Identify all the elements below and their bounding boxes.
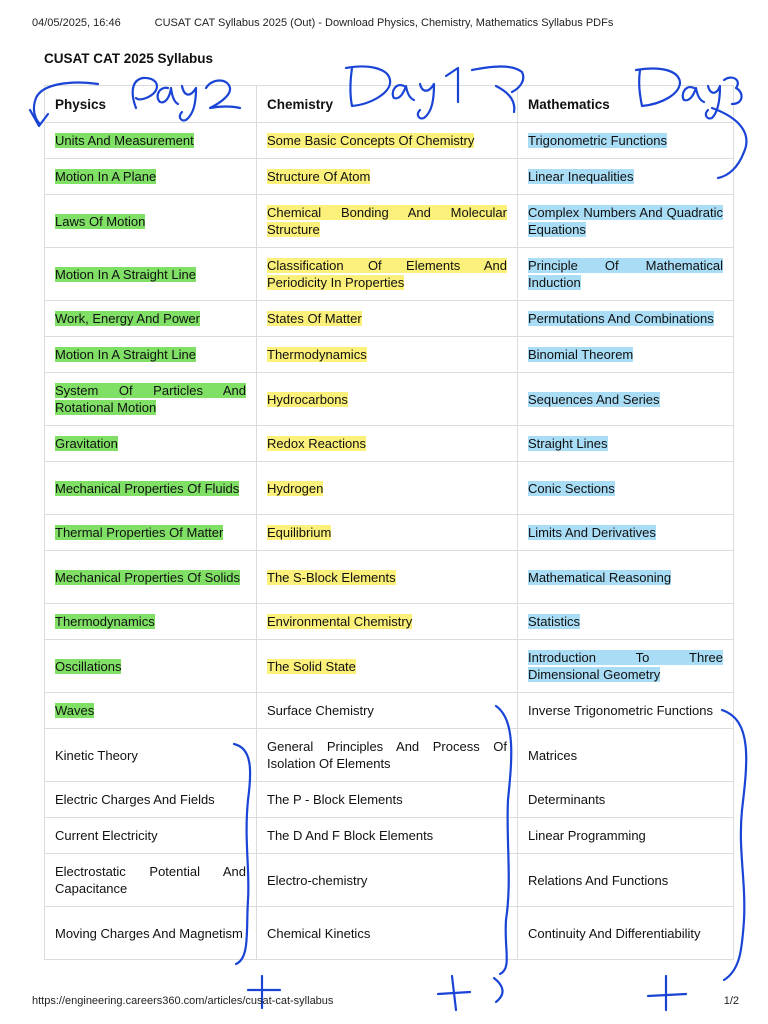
mathematics-topic-cell — [518, 693, 734, 729]
physics-topic-cell — [45, 782, 257, 818]
physics-topic: Motion In A Straight Line — [55, 347, 196, 362]
chemistry-topic: Structure Of Atom — [267, 169, 371, 184]
table-row — [45, 159, 734, 195]
physics-topic-cell — [45, 195, 257, 248]
chemistry-topic-cell — [257, 195, 518, 248]
table-row — [45, 907, 734, 960]
mathematics-topic-cell — [518, 640, 734, 693]
chemistry-topic-cell — [257, 373, 518, 426]
mathematics-topic: Sequences And Series — [528, 391, 660, 407]
table-row — [45, 337, 734, 373]
table-row — [45, 248, 734, 301]
chemistry-topic: States Of Matter — [267, 311, 362, 326]
physics-topic-cell — [45, 604, 257, 640]
physics-topic: Electrostatic Potential And Capacitance — [55, 864, 246, 896]
chemistry-topic-cell — [257, 301, 518, 337]
table-row — [45, 729, 734, 782]
mathematics-topic: Permutations And Combinations — [528, 311, 714, 326]
chemistry-topic-cell — [257, 551, 518, 604]
physics-topic: Thermodynamics — [55, 614, 155, 629]
physics-topic: Mechanical Properties Of Fluids — [55, 480, 240, 496]
mathematics-topic-cell — [518, 515, 734, 551]
syllabus-title: CUSAT CAT 2025 Syllabus — [44, 51, 214, 66]
chemistry-topic: Hydrocarbons — [267, 391, 348, 407]
physics-topic: System Of Particles And Rotational Motion — [55, 383, 246, 415]
physics-topic-cell — [45, 729, 257, 782]
mathematics-topic-cell — [518, 248, 734, 301]
chemistry-topic-cell — [257, 729, 518, 782]
chemistry-topic: Thermodynamics — [267, 347, 367, 362]
table-header-row — [45, 86, 734, 123]
chemistry-topic: The D And F Block Elements — [267, 828, 434, 843]
mathematics-topic-cell — [518, 462, 734, 515]
mathematics-topic: Introduction To Three Dimensional Geometry — [528, 650, 723, 682]
chemistry-topic: Surface Chemistry — [267, 703, 374, 718]
mathematics-topic: Relations And Functions — [528, 872, 669, 888]
chemistry-topic: The P - Block Elements — [267, 792, 403, 807]
chemistry-topic: Classification Of Elements And Periodicity In Properties — [267, 258, 507, 290]
chemistry-topic: Hydrogen — [267, 480, 324, 496]
mathematics-topic-cell — [518, 337, 734, 373]
mathematics-topic: Matrices — [528, 747, 578, 763]
chemistry-topic-cell — [257, 640, 518, 693]
mathematics-topic: Principle Of Mathematical Induction — [528, 258, 723, 290]
physics-topic-cell — [45, 515, 257, 551]
physics-topic-cell — [45, 426, 257, 462]
physics-topic: Electric Charges And Fields — [55, 792, 215, 807]
physics-topic-cell — [45, 248, 257, 301]
mathematics-topic: Straight Lines — [528, 436, 608, 451]
physics-topic-cell — [45, 693, 257, 729]
physics-topic: Mechanical Properties Of Solids — [55, 569, 240, 585]
mathematics-header: Mathematics — [518, 86, 734, 123]
mathematics-topic-cell — [518, 301, 734, 337]
print-page-title: CUSAT CAT Syllabus 2025 (Out) - Download Physics, Chemistry, Mathematics Syllabus PDFs — [154, 17, 614, 29]
chemistry-topic: Chemical Bonding And Molecular Structure — [267, 205, 507, 237]
mathematics-topic: Linear Inequalities — [528, 169, 634, 184]
chemistry-topic: Redox Reactions — [267, 436, 366, 451]
physics-topic-cell — [45, 159, 257, 195]
physics-topic: Waves — [55, 703, 95, 718]
physics-topic: Thermal Properties Of Matter — [55, 525, 224, 540]
physics-topic-cell — [45, 301, 257, 337]
mathematics-topic-cell — [518, 782, 734, 818]
mathematics-topic: Continuity And Differentiability — [528, 925, 701, 941]
mathematics-topic-cell — [518, 123, 734, 159]
mathematics-topic-cell — [518, 373, 734, 426]
table-row — [45, 123, 734, 159]
mathematics-topic: Linear Programming — [528, 828, 646, 843]
chemistry-topic: The S-Block Elements — [267, 569, 396, 585]
chemistry-topic: Environmental Chemistry — [267, 614, 413, 629]
mathematics-topic: Statistics — [528, 614, 581, 629]
print-url: https://engineering.careers360.com/articles/cusat-cat-syllabus — [32, 995, 334, 1007]
physics-topic: Work, Energy And Power — [55, 311, 200, 326]
chemistry-topic-cell — [257, 159, 518, 195]
chemistry-topic-cell — [257, 462, 518, 515]
chemistry-bracket-mark — [494, 978, 503, 1002]
mathematics-topic-cell — [518, 604, 734, 640]
mathematics-topic-cell — [518, 818, 734, 854]
chemistry-tick-mark — [438, 976, 470, 1010]
mathematics-topic-cell — [518, 907, 734, 960]
physics-topic-cell — [45, 854, 257, 907]
chemistry-header: Chemistry — [257, 86, 518, 123]
mathematics-topic-cell — [518, 854, 734, 907]
table-row — [45, 782, 734, 818]
table-row — [45, 551, 734, 604]
chemistry-topic: Some Basic Concepts Of Chemistry — [267, 133, 475, 148]
physics-topic-cell — [45, 123, 257, 159]
table-row — [45, 462, 734, 515]
physics-header: Physics — [45, 86, 257, 123]
table-row — [45, 515, 734, 551]
physics-topic: Motion In A Straight Line — [55, 266, 196, 282]
physics-topic-cell — [45, 818, 257, 854]
chemistry-topic: Equilibrium — [267, 525, 332, 540]
mathematics-topic-cell — [518, 426, 734, 462]
table-row — [45, 373, 734, 426]
syllabus-table-body — [45, 123, 734, 960]
physics-topic: Current Electricity — [55, 828, 158, 843]
physics-topic: Units And Measurement — [55, 133, 194, 148]
physics-topic: Moving Charges And Magnetism — [55, 925, 243, 941]
mathematics-topic: Mathematical Reasoning — [528, 569, 672, 585]
table-row — [45, 195, 734, 248]
table-row — [45, 854, 734, 907]
chemistry-topic-cell — [257, 604, 518, 640]
table-row — [45, 301, 734, 337]
chemistry-topic-cell — [257, 782, 518, 818]
chemistry-topic-cell — [257, 818, 518, 854]
mathematics-tick-mark — [648, 976, 686, 1010]
physics-topic: Motion In A Plane — [55, 169, 157, 184]
syllabus-table — [44, 85, 734, 960]
chemistry-topic-cell — [257, 907, 518, 960]
print-page-number: 1/2 — [723, 995, 739, 1007]
mathematics-topic: Trigonometric Functions — [528, 133, 667, 148]
mathematics-topic: Binomial Theorem — [528, 347, 634, 362]
mathematics-topic-cell — [518, 159, 734, 195]
physics-topic: Oscillations — [55, 658, 122, 674]
physics-topic: Kinetic Theory — [55, 747, 138, 763]
chemistry-topic-cell — [257, 693, 518, 729]
mathematics-topic-cell — [518, 195, 734, 248]
print-datetime: 04/05/2025, 16:46 — [32, 17, 121, 29]
mathematics-topic: Limits And Derivatives — [528, 525, 656, 540]
physics-topic-cell — [45, 907, 257, 960]
chemistry-topic: Electro-chemistry — [267, 872, 368, 888]
chemistry-topic: General Principles And Process Of Isolation Of Elements — [267, 739, 507, 771]
physics-topic: Laws Of Motion — [55, 213, 146, 229]
chemistry-topic: The Solid State — [267, 658, 356, 674]
physics-topic-cell — [45, 373, 257, 426]
chemistry-topic: Chemical Kinetics — [267, 925, 371, 941]
physics-topic-cell — [45, 640, 257, 693]
chemistry-topic-cell — [257, 426, 518, 462]
table-row — [45, 640, 734, 693]
mathematics-topic: Conic Sections — [528, 480, 615, 496]
physics-topic-cell — [45, 551, 257, 604]
chemistry-topic-cell — [257, 854, 518, 907]
physics-topic: Gravitation — [55, 436, 118, 451]
table-row — [45, 426, 734, 462]
mathematics-topic: Inverse Trigonometric Functions — [528, 703, 713, 718]
chemistry-topic-cell — [257, 248, 518, 301]
chemistry-topic-cell — [257, 337, 518, 373]
table-row — [45, 604, 734, 640]
physics-topic-cell — [45, 462, 257, 515]
mathematics-topic: Complex Numbers And Quadratic Equations — [528, 205, 723, 237]
mathematics-topic-cell — [518, 729, 734, 782]
table-row — [45, 818, 734, 854]
mathematics-topic-cell — [518, 551, 734, 604]
table-row — [45, 693, 734, 729]
mathematics-topic: Determinants — [528, 792, 606, 807]
chemistry-topic-cell — [257, 515, 518, 551]
physics-topic-cell — [45, 337, 257, 373]
chemistry-topic-cell — [257, 123, 518, 159]
